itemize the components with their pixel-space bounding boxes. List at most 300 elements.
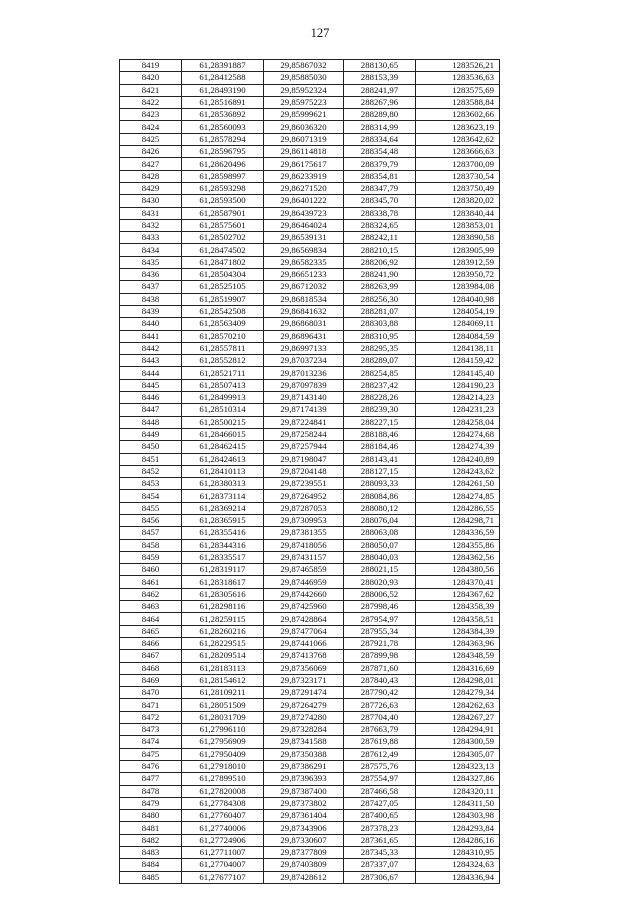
table-row	[120, 662, 500, 674]
y-coordinate-cell: 1284316,69	[416, 662, 500, 674]
table-row	[120, 539, 500, 551]
y-coordinate-cell: 1284327,86	[416, 773, 500, 785]
x-coordinate-cell: 288237,42	[344, 379, 416, 391]
table-row	[120, 465, 500, 477]
x-coordinate-cell: 288127,15	[344, 465, 416, 477]
latitude-cell: 61,28260216	[182, 625, 264, 637]
latitude-cell: 61,28319117	[182, 564, 264, 576]
longitude-cell: 29,87013236	[264, 367, 344, 379]
longitude-cell: 29,86233919	[264, 170, 344, 182]
x-coordinate-cell: 288006,52	[344, 588, 416, 600]
table-row	[120, 613, 500, 625]
table-row	[120, 625, 500, 637]
latitude-cell: 61,28521711	[182, 367, 264, 379]
point-number-cell: 8441	[120, 330, 182, 342]
table-row	[120, 490, 500, 502]
longitude-cell: 29,86868031	[264, 318, 344, 330]
y-coordinate-cell: 1283700,09	[416, 158, 500, 170]
longitude-cell: 29,86464024	[264, 219, 344, 231]
longitude-cell: 29,87373802	[264, 797, 344, 809]
point-number-cell: 8424	[120, 121, 182, 133]
y-coordinate-cell: 1284069,11	[416, 318, 500, 330]
y-coordinate-cell: 1284240,89	[416, 453, 500, 465]
longitude-cell: 29,86114818	[264, 146, 344, 158]
table-row	[120, 60, 500, 72]
latitude-cell: 61,28587901	[182, 207, 264, 219]
y-coordinate-cell: 1284054,19	[416, 305, 500, 317]
point-number-cell: 8479	[120, 797, 182, 809]
point-number-cell: 8434	[120, 244, 182, 256]
point-number-cell: 8464	[120, 613, 182, 625]
latitude-cell: 61,28380313	[182, 478, 264, 490]
x-coordinate-cell: 287663,79	[344, 724, 416, 736]
table-row	[120, 72, 500, 84]
x-coordinate-cell: 287427,05	[344, 797, 416, 809]
x-coordinate-cell: 287466,58	[344, 785, 416, 797]
longitude-cell: 29,87361404	[264, 810, 344, 822]
y-coordinate-cell: 1284303,98	[416, 810, 500, 822]
y-coordinate-cell: 1284040,98	[416, 293, 500, 305]
longitude-cell: 29,87387400	[264, 785, 344, 797]
longitude-cell: 29,86539131	[264, 232, 344, 244]
point-number-cell: 8452	[120, 465, 182, 477]
table-row	[120, 392, 500, 404]
longitude-cell: 29,86896431	[264, 330, 344, 342]
table-row	[120, 773, 500, 785]
x-coordinate-cell: 288281,07	[344, 305, 416, 317]
latitude-cell: 61,28536892	[182, 109, 264, 121]
latitude-cell: 61,27760407	[182, 810, 264, 822]
point-number-cell: 8426	[120, 146, 182, 158]
point-number-cell: 8429	[120, 182, 182, 194]
longitude-cell: 29,87413768	[264, 650, 344, 662]
longitude-cell: 29,85867032	[264, 60, 344, 72]
latitude-cell: 61,28305616	[182, 588, 264, 600]
latitude-cell: 61,27950409	[182, 748, 264, 760]
y-coordinate-cell: 1284214,23	[416, 392, 500, 404]
point-number-cell: 8427	[120, 158, 182, 170]
y-coordinate-cell: 1283575,69	[416, 84, 500, 96]
longitude-cell: 29,85952324	[264, 84, 344, 96]
x-coordinate-cell: 287306,67	[344, 871, 416, 883]
latitude-cell: 61,28570210	[182, 330, 264, 342]
latitude-cell: 61,28474502	[182, 244, 264, 256]
longitude-cell: 29,86569834	[264, 244, 344, 256]
x-coordinate-cell: 288239,30	[344, 404, 416, 416]
point-number-cell: 8453	[120, 478, 182, 490]
point-number-cell: 8469	[120, 674, 182, 686]
point-number-cell: 8428	[120, 170, 182, 182]
table-row	[120, 133, 500, 145]
longitude-cell: 29,86841632	[264, 305, 344, 317]
y-coordinate-cell: 1283666,63	[416, 146, 500, 158]
x-coordinate-cell: 288254,85	[344, 367, 416, 379]
y-coordinate-cell: 1283820,02	[416, 195, 500, 207]
x-coordinate-cell: 288354,81	[344, 170, 416, 182]
longitude-cell: 29,87465859	[264, 564, 344, 576]
y-coordinate-cell: 1283588,84	[416, 96, 500, 108]
longitude-cell: 29,87224841	[264, 416, 344, 428]
y-coordinate-cell: 1284274,39	[416, 441, 500, 453]
longitude-cell: 29,87403809	[264, 859, 344, 871]
latitude-cell: 61,28466015	[182, 428, 264, 440]
longitude-cell: 29,85885030	[264, 72, 344, 84]
coordinates-table-body	[120, 60, 500, 884]
x-coordinate-cell: 288289,07	[344, 355, 416, 367]
latitude-cell: 61,28525105	[182, 281, 264, 293]
table-row	[120, 514, 500, 526]
x-coordinate-cell: 287612,49	[344, 748, 416, 760]
table-row	[120, 84, 500, 96]
table-row	[120, 834, 500, 846]
longitude-cell: 29,87291474	[264, 687, 344, 699]
latitude-cell: 61,28493190	[182, 84, 264, 96]
y-coordinate-cell: 1283905,99	[416, 244, 500, 256]
y-coordinate-cell: 1284145,40	[416, 367, 500, 379]
longitude-cell: 29,86071319	[264, 133, 344, 145]
y-coordinate-cell: 1284358,51	[416, 613, 500, 625]
x-coordinate-cell: 288210,15	[344, 244, 416, 256]
point-number-cell: 8448	[120, 416, 182, 428]
x-coordinate-cell: 287998,46	[344, 601, 416, 613]
point-number-cell: 8430	[120, 195, 182, 207]
table-row	[120, 453, 500, 465]
table-row	[120, 502, 500, 514]
longitude-cell: 29,87446959	[264, 576, 344, 588]
point-number-cell: 8485	[120, 871, 182, 883]
table-row	[120, 724, 500, 736]
point-number-cell: 8450	[120, 441, 182, 453]
table-row	[120, 96, 500, 108]
longitude-cell: 29,86997133	[264, 342, 344, 354]
x-coordinate-cell: 288303,88	[344, 318, 416, 330]
longitude-cell: 29,87309953	[264, 514, 344, 526]
y-coordinate-cell: 1284384,39	[416, 625, 500, 637]
x-coordinate-cell: 288338,78	[344, 207, 416, 219]
point-number-cell: 8474	[120, 736, 182, 748]
longitude-cell: 29,87350388	[264, 748, 344, 760]
latitude-cell: 61,28499913	[182, 392, 264, 404]
x-coordinate-cell: 288040,03	[344, 551, 416, 563]
x-coordinate-cell: 287726,63	[344, 699, 416, 711]
x-coordinate-cell: 288347,79	[344, 182, 416, 194]
x-coordinate-cell: 287575,76	[344, 760, 416, 772]
table-row	[120, 847, 500, 859]
y-coordinate-cell: 1284324,63	[416, 859, 500, 871]
point-number-cell: 8473	[120, 724, 182, 736]
y-coordinate-cell: 1284380,56	[416, 564, 500, 576]
latitude-cell: 61,28335517	[182, 551, 264, 563]
table-row	[120, 564, 500, 576]
point-number-cell: 8467	[120, 650, 182, 662]
latitude-cell: 61,28298116	[182, 601, 264, 613]
y-coordinate-cell: 1283730,54	[416, 170, 500, 182]
point-number-cell: 8481	[120, 822, 182, 834]
latitude-cell: 61,28154612	[182, 674, 264, 686]
y-coordinate-cell: 1283602,66	[416, 109, 500, 121]
longitude-cell: 29,87356069	[264, 662, 344, 674]
point-number-cell: 8483	[120, 847, 182, 859]
longitude-cell: 29,87396393	[264, 773, 344, 785]
latitude-cell: 61,28344316	[182, 539, 264, 551]
latitude-cell: 61,28552812	[182, 355, 264, 367]
x-coordinate-cell: 288050,07	[344, 539, 416, 551]
point-number-cell: 8484	[120, 859, 182, 871]
table-row	[120, 711, 500, 723]
y-coordinate-cell: 1283536,63	[416, 72, 500, 84]
table-row	[120, 219, 500, 231]
longitude-cell: 29,87198047	[264, 453, 344, 465]
x-coordinate-cell: 288267,96	[344, 96, 416, 108]
longitude-cell: 29,87386291	[264, 760, 344, 772]
longitude-cell: 29,87323171	[264, 674, 344, 686]
x-coordinate-cell: 288263,99	[344, 281, 416, 293]
point-number-cell: 8456	[120, 514, 182, 526]
table-row	[120, 441, 500, 453]
longitude-cell: 29,87174139	[264, 404, 344, 416]
y-coordinate-cell: 1284138,11	[416, 342, 500, 354]
table-row	[120, 588, 500, 600]
longitude-cell: 29,87442660	[264, 588, 344, 600]
table-row	[120, 674, 500, 686]
table-row	[120, 404, 500, 416]
y-coordinate-cell: 1284286,16	[416, 834, 500, 846]
latitude-cell: 61,28593298	[182, 182, 264, 194]
x-coordinate-cell: 287619,88	[344, 736, 416, 748]
latitude-cell: 61,27704007	[182, 859, 264, 871]
longitude-cell: 29,87431157	[264, 551, 344, 563]
table-row	[120, 637, 500, 649]
point-number-cell: 8423	[120, 109, 182, 121]
longitude-cell: 29,87330607	[264, 834, 344, 846]
point-number-cell: 8433	[120, 232, 182, 244]
longitude-cell: 29,86651233	[264, 269, 344, 281]
latitude-cell: 61,28365915	[182, 514, 264, 526]
table-row	[120, 305, 500, 317]
x-coordinate-cell: 288227,15	[344, 416, 416, 428]
table-row	[120, 170, 500, 182]
longitude-cell: 29,87428612	[264, 871, 344, 883]
longitude-cell: 29,86401222	[264, 195, 344, 207]
point-number-cell: 8463	[120, 601, 182, 613]
y-coordinate-cell: 1284305,07	[416, 748, 500, 760]
x-coordinate-cell: 288354,48	[344, 146, 416, 158]
latitude-cell: 61,28109211	[182, 687, 264, 699]
latitude-cell: 61,28412588	[182, 72, 264, 84]
x-coordinate-cell: 288021,15	[344, 564, 416, 576]
y-coordinate-cell: 1284267,27	[416, 711, 500, 723]
y-coordinate-cell: 1284362,56	[416, 551, 500, 563]
y-coordinate-cell: 1283853,01	[416, 219, 500, 231]
x-coordinate-cell: 288188,46	[344, 428, 416, 440]
latitude-cell: 61,28516891	[182, 96, 264, 108]
point-number-cell: 8437	[120, 281, 182, 293]
latitude-cell: 61,27740006	[182, 822, 264, 834]
point-number-cell: 8419	[120, 60, 182, 72]
y-coordinate-cell: 1284298,01	[416, 674, 500, 686]
longitude-cell: 29,87425960	[264, 601, 344, 613]
y-coordinate-cell: 1284084,59	[416, 330, 500, 342]
longitude-cell: 29,87204148	[264, 465, 344, 477]
latitude-cell: 61,27820008	[182, 785, 264, 797]
y-coordinate-cell: 1284159,42	[416, 355, 500, 367]
table-row	[120, 330, 500, 342]
y-coordinate-cell: 1284370,41	[416, 576, 500, 588]
longitude-cell: 29,87264952	[264, 490, 344, 502]
latitude-cell: 61,27899510	[182, 773, 264, 785]
table-row	[120, 207, 500, 219]
page-number: 127	[310, 26, 330, 40]
longitude-cell: 29,86439723	[264, 207, 344, 219]
point-number-cell: 8421	[120, 84, 182, 96]
longitude-cell: 29,86712032	[264, 281, 344, 293]
table-row	[120, 232, 500, 244]
x-coordinate-cell: 287899,98	[344, 650, 416, 662]
table-row	[120, 121, 500, 133]
x-coordinate-cell: 288020,93	[344, 576, 416, 588]
point-number-cell: 8443	[120, 355, 182, 367]
point-number-cell: 8466	[120, 637, 182, 649]
latitude-cell: 61,28502702	[182, 232, 264, 244]
longitude-cell: 29,87143140	[264, 392, 344, 404]
latitude-cell: 61,28507413	[182, 379, 264, 391]
coordinates-table	[119, 59, 500, 884]
longitude-cell: 29,87274280	[264, 711, 344, 723]
point-number-cell: 8444	[120, 367, 182, 379]
longitude-cell: 29,87287053	[264, 502, 344, 514]
table-row	[120, 601, 500, 613]
point-number-cell: 8482	[120, 834, 182, 846]
point-number-cell: 8420	[120, 72, 182, 84]
point-number-cell: 8475	[120, 748, 182, 760]
longitude-cell: 29,87343906	[264, 822, 344, 834]
y-coordinate-cell: 1284286,55	[416, 502, 500, 514]
table-row	[120, 195, 500, 207]
x-coordinate-cell: 288093,33	[344, 478, 416, 490]
x-coordinate-cell: 288063,08	[344, 527, 416, 539]
x-coordinate-cell: 287554,97	[344, 773, 416, 785]
x-coordinate-cell: 288206,92	[344, 256, 416, 268]
longitude-cell: 29,87264279	[264, 699, 344, 711]
longitude-cell: 29,87258244	[264, 428, 344, 440]
y-coordinate-cell: 1284348,59	[416, 650, 500, 662]
latitude-cell: 61,28510314	[182, 404, 264, 416]
table-row	[120, 687, 500, 699]
point-number-cell: 8454	[120, 490, 182, 502]
y-coordinate-cell: 1283642,62	[416, 133, 500, 145]
latitude-cell: 61,28560093	[182, 121, 264, 133]
x-coordinate-cell: 287337,07	[344, 859, 416, 871]
table-row	[120, 527, 500, 539]
x-coordinate-cell: 288324,65	[344, 219, 416, 231]
longitude-cell: 29,85999621	[264, 109, 344, 121]
latitude-cell: 61,28471802	[182, 256, 264, 268]
y-coordinate-cell: 1284274,68	[416, 428, 500, 440]
point-number-cell: 8446	[120, 392, 182, 404]
latitude-cell: 61,27956909	[182, 736, 264, 748]
point-number-cell: 8457	[120, 527, 182, 539]
point-number-cell: 8480	[120, 810, 182, 822]
table-row	[120, 760, 500, 772]
x-coordinate-cell: 288289,80	[344, 109, 416, 121]
x-coordinate-cell: 288379,79	[344, 158, 416, 170]
longitude-cell: 29,86818534	[264, 293, 344, 305]
table-row	[120, 871, 500, 883]
y-coordinate-cell: 1284358,39	[416, 601, 500, 613]
table-row	[120, 379, 500, 391]
latitude-cell: 61,28593500	[182, 195, 264, 207]
y-coordinate-cell: 1283912,59	[416, 256, 500, 268]
latitude-cell: 61,28355416	[182, 527, 264, 539]
longitude-cell: 29,87257944	[264, 441, 344, 453]
y-coordinate-cell: 1284367,62	[416, 588, 500, 600]
table-row	[120, 355, 500, 367]
y-coordinate-cell: 1284320,11	[416, 785, 500, 797]
point-number-cell: 8431	[120, 207, 182, 219]
longitude-cell: 29,86582335	[264, 256, 344, 268]
table-row	[120, 182, 500, 194]
point-number-cell: 8476	[120, 760, 182, 772]
x-coordinate-cell: 288256,30	[344, 293, 416, 305]
x-coordinate-cell: 288334,64	[344, 133, 416, 145]
point-number-cell: 8458	[120, 539, 182, 551]
latitude-cell: 61,28318617	[182, 576, 264, 588]
longitude-cell: 29,87239551	[264, 478, 344, 490]
x-coordinate-cell: 287921,78	[344, 637, 416, 649]
latitude-cell: 61,28051509	[182, 699, 264, 711]
y-coordinate-cell: 1284311,50	[416, 797, 500, 809]
table-row	[120, 244, 500, 256]
y-coordinate-cell: 1284274,85	[416, 490, 500, 502]
latitude-cell: 61,27711007	[182, 847, 264, 859]
point-number-cell: 8438	[120, 293, 182, 305]
longitude-cell: 29,86036320	[264, 121, 344, 133]
table-row	[120, 810, 500, 822]
point-number-cell: 8451	[120, 453, 182, 465]
latitude-cell: 61,27677107	[182, 871, 264, 883]
table-row	[120, 551, 500, 563]
x-coordinate-cell: 287704,40	[344, 711, 416, 723]
y-coordinate-cell: 1284279,34	[416, 687, 500, 699]
table-row	[120, 859, 500, 871]
x-coordinate-cell: 288130,65	[344, 60, 416, 72]
table-row	[120, 478, 500, 490]
x-coordinate-cell: 288242,11	[344, 232, 416, 244]
x-coordinate-cell: 288080,12	[344, 502, 416, 514]
point-number-cell: 8440	[120, 318, 182, 330]
x-coordinate-cell: 287378,23	[344, 822, 416, 834]
table-row	[120, 367, 500, 379]
y-coordinate-cell: 1284323,13	[416, 760, 500, 772]
point-number-cell: 8460	[120, 564, 182, 576]
x-coordinate-cell: 287361,65	[344, 834, 416, 846]
longitude-cell: 29,87097839	[264, 379, 344, 391]
longitude-cell: 29,87441066	[264, 637, 344, 649]
latitude-cell: 61,28504304	[182, 269, 264, 281]
longitude-cell: 29,87418056	[264, 539, 344, 551]
table-row	[120, 158, 500, 170]
x-coordinate-cell: 288295,35	[344, 342, 416, 354]
longitude-cell: 29,87477064	[264, 625, 344, 637]
longitude-cell: 29,87428864	[264, 613, 344, 625]
point-number-cell: 8462	[120, 588, 182, 600]
x-coordinate-cell: 287871,60	[344, 662, 416, 674]
table-row	[120, 416, 500, 428]
table-row	[120, 428, 500, 440]
longitude-cell: 29,85975223	[264, 96, 344, 108]
y-coordinate-cell: 1283890,58	[416, 232, 500, 244]
point-number-cell: 8449	[120, 428, 182, 440]
